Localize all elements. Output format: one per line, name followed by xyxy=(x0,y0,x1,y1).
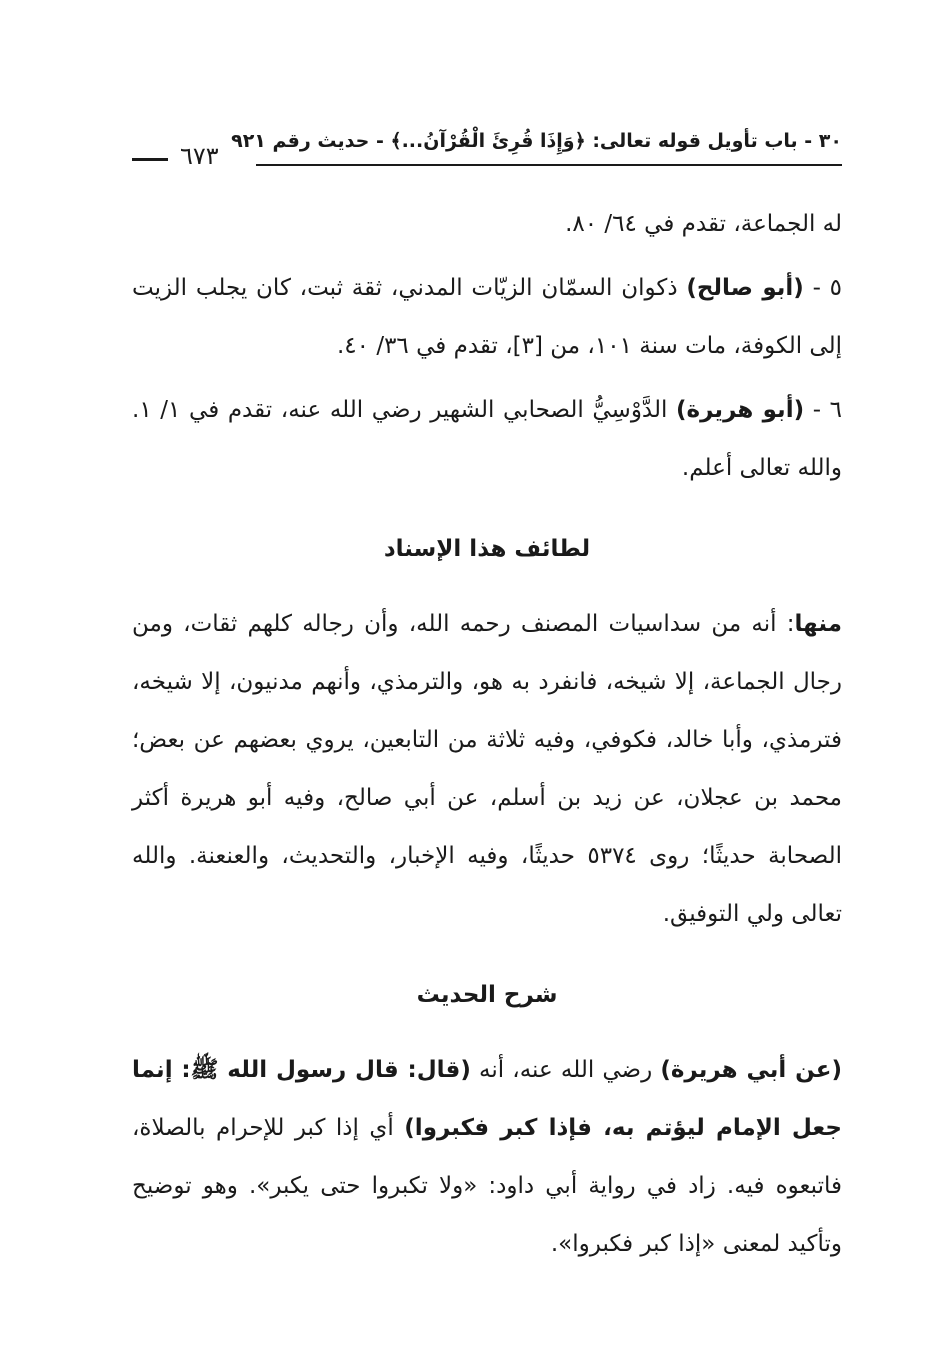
narrator-name: (أبو هريرة) xyxy=(676,397,805,423)
section-heading-sharh: شرح الحديث xyxy=(416,982,558,1008)
narrator-number: ٥ - xyxy=(803,275,843,301)
hadith-text: (قال: قال رسول الله ﷺ: إنما جعل الإمام ليؤتم به، فإذا كبر فكبروا) xyxy=(132,1057,842,1141)
page-number-dash xyxy=(132,158,168,161)
paragraph-text: أي إذا كبر للإحرام بالصلاة، فاتبعوه فيه. زاد في رواية أبي داود: «ولا تكبروا حتى يكبر». وهو توضيح وتأكيد لمعنى «إذا كبر فكبروا». xyxy=(132,1115,842,1257)
page-number: ٦٧٣ xyxy=(180,142,219,170)
running-title: ٣٠ - باب تأويل قوله تعالى: ﴿وَإِذَا قُرِئَ الْقُرْآنُ...﴾ - حديث رقم ٩٢١ xyxy=(231,130,842,152)
paragraph-narrator-5 xyxy=(132,259,842,375)
paragraph-continuation xyxy=(132,195,842,253)
paragraph-text: رضي الله عنه، أنه xyxy=(470,1057,661,1083)
hadith-narrator: (عن أبي هريرة) xyxy=(660,1057,843,1083)
narrator-bio: ذكوان السمّان الزيّات المدني، ثقة ثبت، كان يجلب الزيت إلى الكوفة، مات سنة ١٠١، من [٣]، تقدم في ٣٦/ ٤٠. xyxy=(132,275,842,359)
paragraph-lead: منها xyxy=(794,611,842,637)
header-rule xyxy=(256,164,842,166)
page-body xyxy=(132,195,842,1273)
paragraph-narrator-6 xyxy=(132,381,842,497)
paragraph-text: : أنه من سداسيات المصنف رحمه الله، وأن رجاله كلهم ثقات، ومن رجال الجماعة، إلا شيخه، فانفرد به هو، والترمذي، وأنهم مدنيون، إلا شيخه، فترمذي، وأبا خالد، فكوفي، وفيه ثلاثة من التابعين، يروي بعضهم عن بعض؛ محمد بن عجلان، عن زيد بن أسلم، عن أبي صالح، وفيه أبو هريرة أكثر الصحابة حديثًا؛ روى ٥٣٧٤ حديثًا، وفيه الإخبار، والتحديث، والعنعنة. والله تعالى ولي التوفيق. xyxy=(132,611,843,927)
section-heading-isnad: لطائف هذا الإسناد xyxy=(383,536,591,562)
page-header xyxy=(132,120,842,172)
narrator-number: ٦ - xyxy=(804,397,842,423)
paragraph-isnad-notes xyxy=(132,595,842,943)
paragraph-hadith-explanation xyxy=(132,1041,842,1273)
narrator-name: (أبو صالح) xyxy=(686,275,804,301)
narrator-bio: الدَّوْسِيُّ الصحابي الشهير رضي الله عنه، تقدم في ١/ ١. والله تعالى أعلم. xyxy=(132,397,842,481)
paragraph-text: له الجماعة، تقدم في ٦٤/ ٨٠. xyxy=(565,211,842,237)
